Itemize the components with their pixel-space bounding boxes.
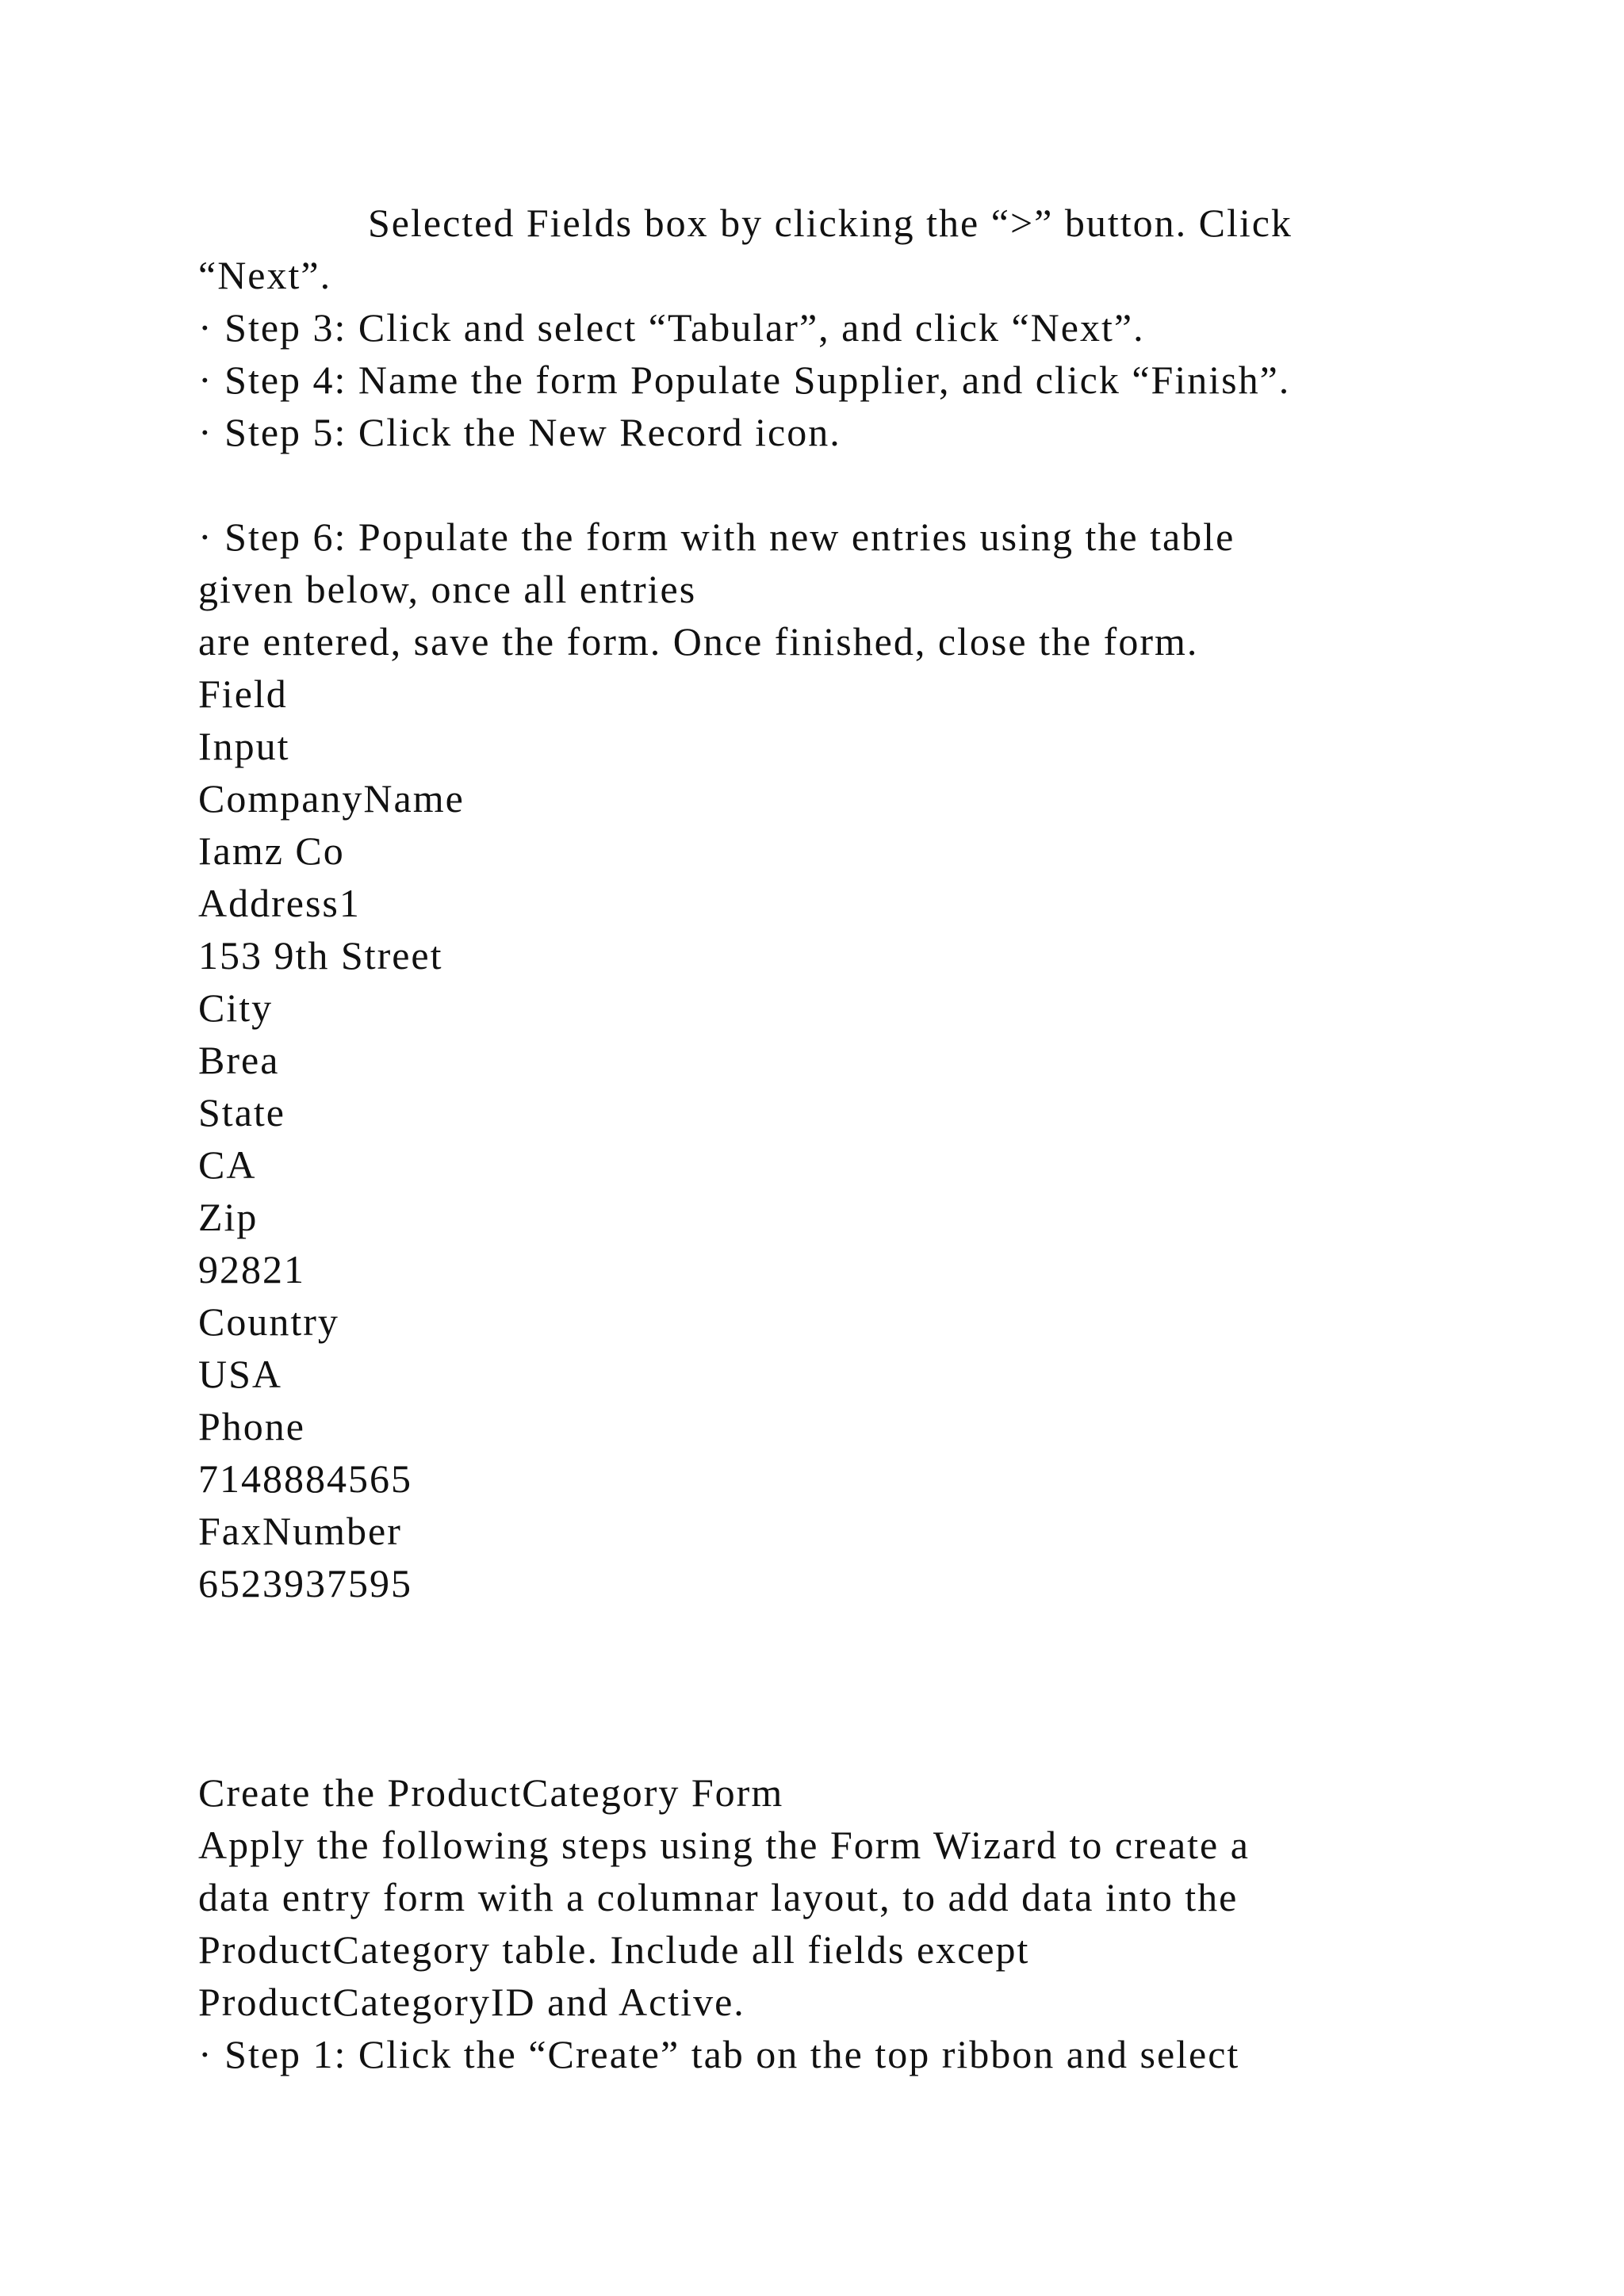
- field-company-name: CompanyName: [198, 776, 465, 821]
- step-3-line: · Step 3: Click and select “Tabular”, and click “Next”.: [198, 305, 1145, 350]
- field-zip: Zip: [198, 1195, 259, 1239]
- step-6-continuation-2: are entered, save the form. Once finished, close the form.: [198, 619, 1199, 664]
- paragraph-line-3: ProductCategory table. Include all fields except: [198, 1927, 1030, 1972]
- field-state: State: [198, 1090, 285, 1135]
- value-zip: 92821: [198, 1247, 305, 1292]
- field-fax-number: FaxNumber: [198, 1509, 402, 1553]
- text-line-continuation: Selected Fields box by clicking the “>” button. Click: [368, 201, 1293, 245]
- field-city: City: [198, 985, 274, 1030]
- value-company-name: Iamz Co: [198, 828, 345, 873]
- step-4-line: · Step 4: Name the form Populate Supplier, and click “Finish”.: [198, 358, 1291, 402]
- step-6-continuation-1: given below, once all entries: [198, 567, 697, 611]
- field-phone: Phone: [198, 1404, 305, 1448]
- value-state: CA: [198, 1142, 257, 1187]
- value-fax-number: 6523937595: [198, 1561, 412, 1605]
- value-phone: 7148884565: [198, 1456, 412, 1501]
- step-5-line: · Step 5: Click the New Record icon.: [198, 410, 841, 454]
- field-country: Country: [198, 1299, 339, 1344]
- section-heading: Create the ProductCategory Form: [198, 1770, 784, 1815]
- value-city: Brea: [198, 1038, 280, 1082]
- field-address1: Address1: [198, 881, 361, 925]
- text-line-next: “Next”.: [198, 253, 332, 297]
- step-1-line: · Step 1: Click the “Create” tab on the top ribbon and select: [198, 2032, 1240, 2076]
- paragraph-line-1: Apply the following steps using the Form Wizard to create a: [198, 1823, 1250, 1867]
- table-header-input: Input: [198, 724, 290, 768]
- table-header-field: Field: [198, 672, 288, 716]
- value-address1: 153 9th Street: [198, 933, 443, 978]
- value-country: USA: [198, 1352, 283, 1396]
- step-6-line: · Step 6: Populate the form with new entries using the table: [198, 515, 1235, 559]
- paragraph-line-2: data entry form with a columnar layout, to add data into the: [198, 1875, 1239, 1919]
- paragraph-line-4: ProductCategoryID and Active.: [198, 1980, 745, 2024]
